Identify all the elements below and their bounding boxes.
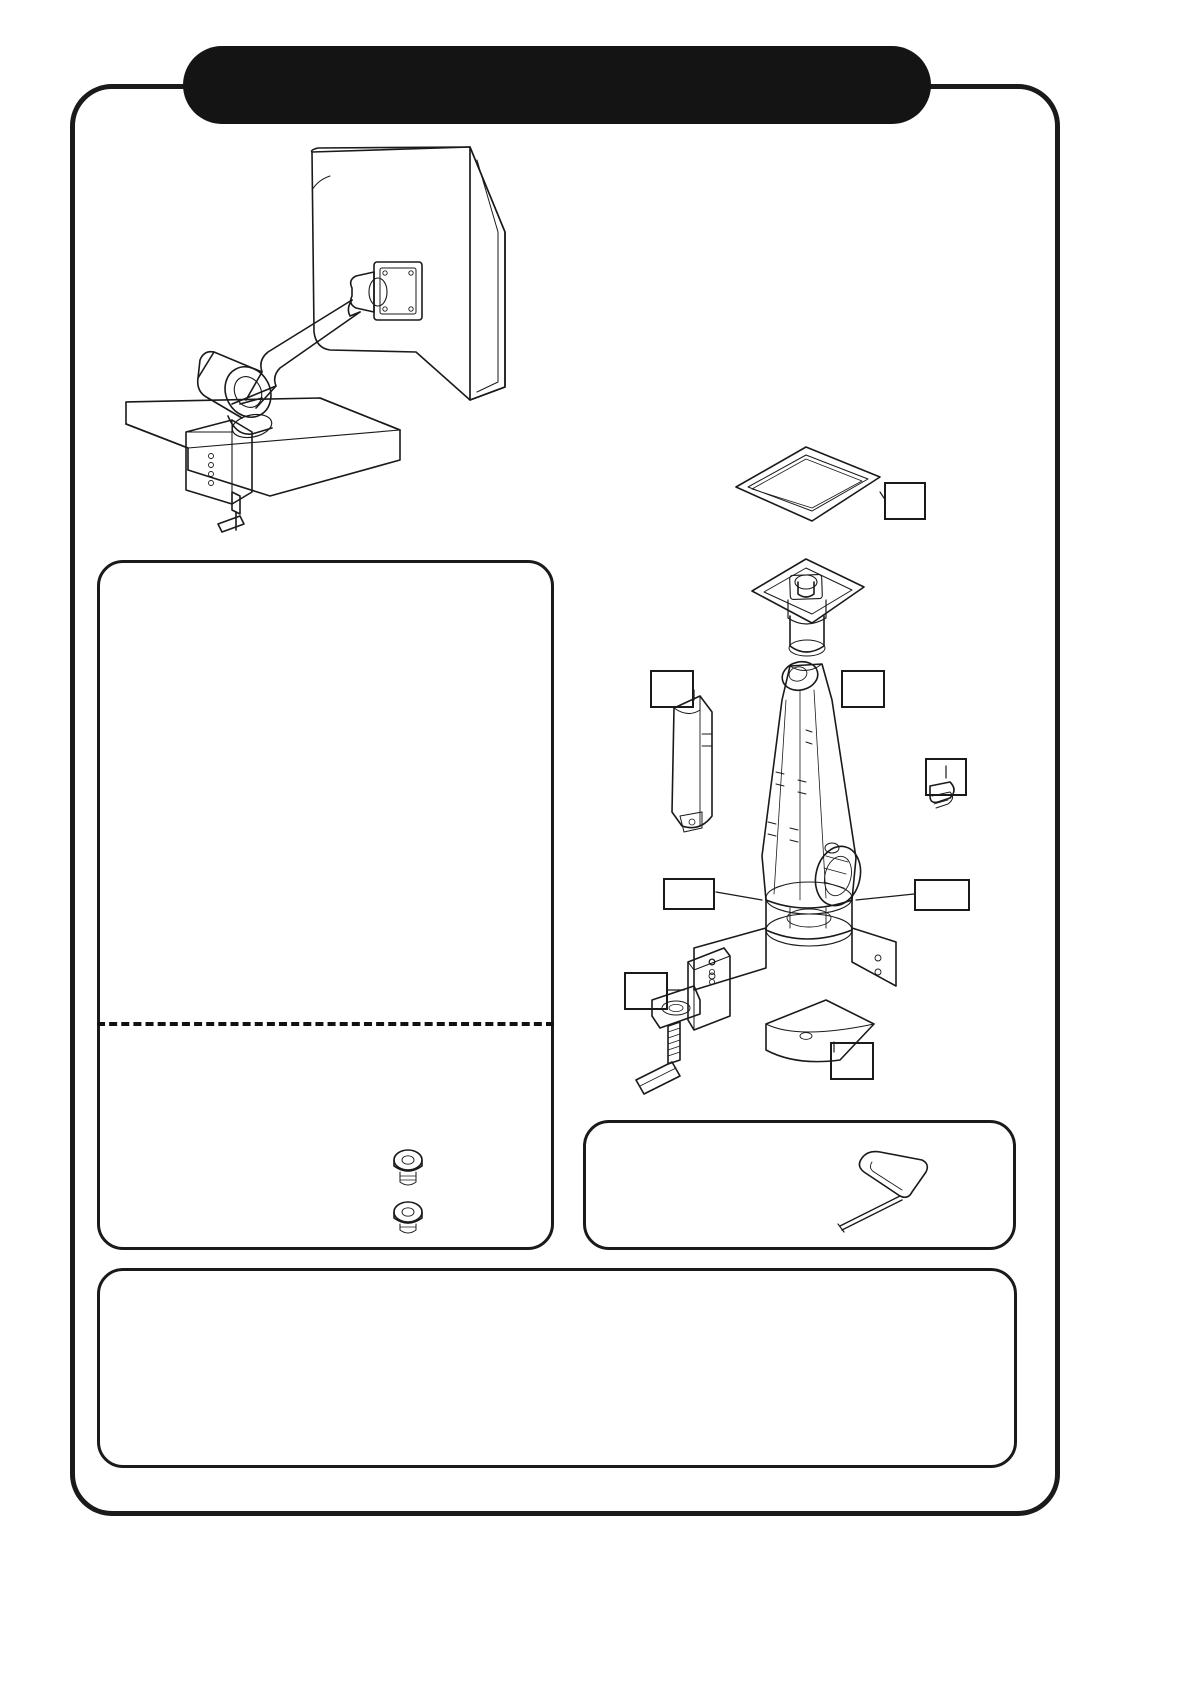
tool-box [583,1120,1016,1250]
callout-vesa-plate [884,482,926,520]
callout-arm-cover [650,670,694,708]
callout-column [841,670,885,708]
parts-box-divider [97,1022,554,1026]
callout-desk-clamp [624,972,668,1010]
callout-base-cover [830,1042,874,1080]
title-banner [183,46,931,124]
callout-cable-clip [925,758,967,796]
hardware-parts-box [97,560,554,1250]
notes-box [97,1268,1017,1468]
callout-tension-knob-left [663,878,715,910]
title-text [183,46,931,124]
callout-tension-knob-right [914,879,970,911]
